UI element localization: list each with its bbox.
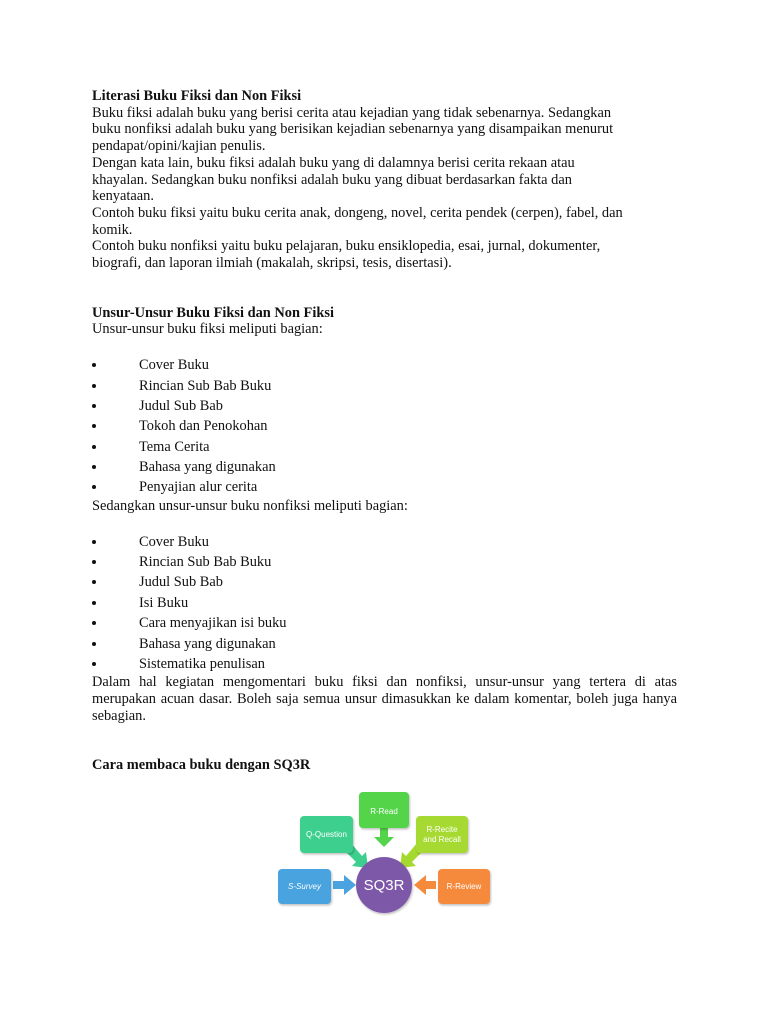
list-item: Cara menyajikan isi buku: [92, 613, 677, 633]
sq3r-diagram: [276, 790, 492, 916]
box-review: [438, 869, 490, 904]
list-item: Tokoh dan Penokohan: [92, 416, 677, 436]
bullet-icon: [92, 404, 96, 408]
box-read-label: R-Read: [370, 807, 398, 816]
text-line: komik.: [92, 221, 133, 238]
box-survey-label: S-Survey: [288, 882, 321, 891]
list-item: Judul Sub Bab: [92, 572, 677, 592]
box-recite-label-2: and Recall: [423, 835, 461, 844]
box-recite: [416, 816, 468, 853]
spacer: [92, 515, 677, 532]
text-line: Contoh buku fiksi yaitu buku cerita anak, dongeng, novel, cerita pendek (cerpen), fabel, dan: [92, 204, 623, 221]
text-line: Dengan kata lain, buku fiksi adalah buku yang di dalamnya berisi cerita rekaan atau: [92, 154, 575, 171]
bullet-icon: [92, 363, 96, 367]
box-question-label: Q-Question: [306, 830, 347, 839]
center-label: SQ3R: [363, 877, 405, 894]
list-item: Isi Buku: [92, 593, 677, 613]
closing-paragraph: Dalam hal kegiatan mengomentari buku fiksi dan nonfiksi, unsur-unsur yang tertera di atas merupakan acuan dasar. Boleh saja semua unsur dimasukkan ke dalam komentar, boleh juga hanya sebagian.: [92, 674, 677, 724]
bullet-icon: [92, 580, 96, 584]
text-line: pendapat/opini/kajian penulis.: [92, 138, 266, 155]
section-title-unsur: Unsur-Unsur Buku Fiksi dan Non Fiksi: [92, 304, 334, 321]
bullet-icon: [92, 621, 96, 625]
bullet-icon: [92, 485, 96, 489]
arrow-read-down: [374, 828, 394, 847]
document-page: [92, 88, 677, 774]
bullet-icon: [92, 560, 96, 564]
list-item: Cover Buku: [92, 532, 677, 552]
list-item: Judul Sub Bab: [92, 396, 677, 416]
list-item: Bahasa yang digunakan: [92, 457, 677, 477]
fiction-list: [92, 355, 677, 498]
text-line: buku nonfiksi adalah buku yang berisikan kejadian sebenarnya yang disampaikan menurut: [92, 121, 614, 138]
bullet-icon: [92, 384, 96, 388]
bullet-icon: [92, 424, 96, 428]
box-review-label: R-Review: [446, 882, 482, 891]
list-item: Cover Buku: [92, 355, 677, 375]
list-item: Sistematika penulisan: [92, 654, 677, 674]
list-item: Tema Cerita: [92, 437, 677, 457]
text-line: biografi, dan laporan ilmiah (makalah, skripsi, tesis, disertasi).: [92, 255, 452, 272]
bullet-icon: [92, 540, 96, 544]
text-line: khayalan. Sedangkan buku nonfiksi adalah buku yang dibuat berdasarkan fakta dan: [92, 171, 572, 188]
box-survey: [278, 869, 331, 904]
spacer: [92, 338, 677, 355]
list-item: Rincian Sub Bab Buku: [92, 552, 677, 572]
nonfiction-list: [92, 532, 677, 675]
nonfiction-intro: Sedangkan unsur-unsur buku nonfiksi meliputi bagian:: [92, 497, 408, 514]
section-title-sq3r: Cara membaca buku dengan SQ3R: [92, 757, 311, 774]
arrow-review-left: [414, 875, 436, 895]
center-circle: [356, 857, 412, 913]
box-read: [359, 792, 409, 828]
text-line: Contoh buku nonfiksi yaitu buku pelajaran, buku ensiklopedia, esai, jurnal, dokumenter,: [92, 238, 601, 255]
list-item: Bahasa yang digunakan: [92, 634, 677, 654]
spacer: [92, 272, 677, 305]
bullet-icon: [92, 601, 96, 605]
section-title-literasi: Literasi Buku Fiksi dan Non Fiksi: [92, 88, 302, 104]
fiction-intro: Unsur-unsur buku fiksi meliputi bagian:: [92, 321, 323, 338]
bullet-icon: [92, 642, 96, 646]
text-line: Buku fiksi adalah buku yang berisi cerita atau kejadian yang tidak sebenarnya. Sedangkan: [92, 104, 612, 121]
bullet-icon: [92, 445, 96, 449]
box-question: [300, 816, 353, 853]
box-recite-label-1: R-Recite: [426, 825, 458, 834]
bullet-icon: [92, 465, 96, 469]
text-line: kenyataan.: [92, 188, 154, 205]
list-item: Penyajian alur cerita: [92, 477, 677, 497]
spacer: [92, 724, 677, 757]
list-item: Rincian Sub Bab Buku: [92, 376, 677, 396]
bullet-icon: [92, 662, 96, 666]
literasi-text: [92, 105, 677, 272]
arrow-survey-right: [333, 875, 356, 895]
